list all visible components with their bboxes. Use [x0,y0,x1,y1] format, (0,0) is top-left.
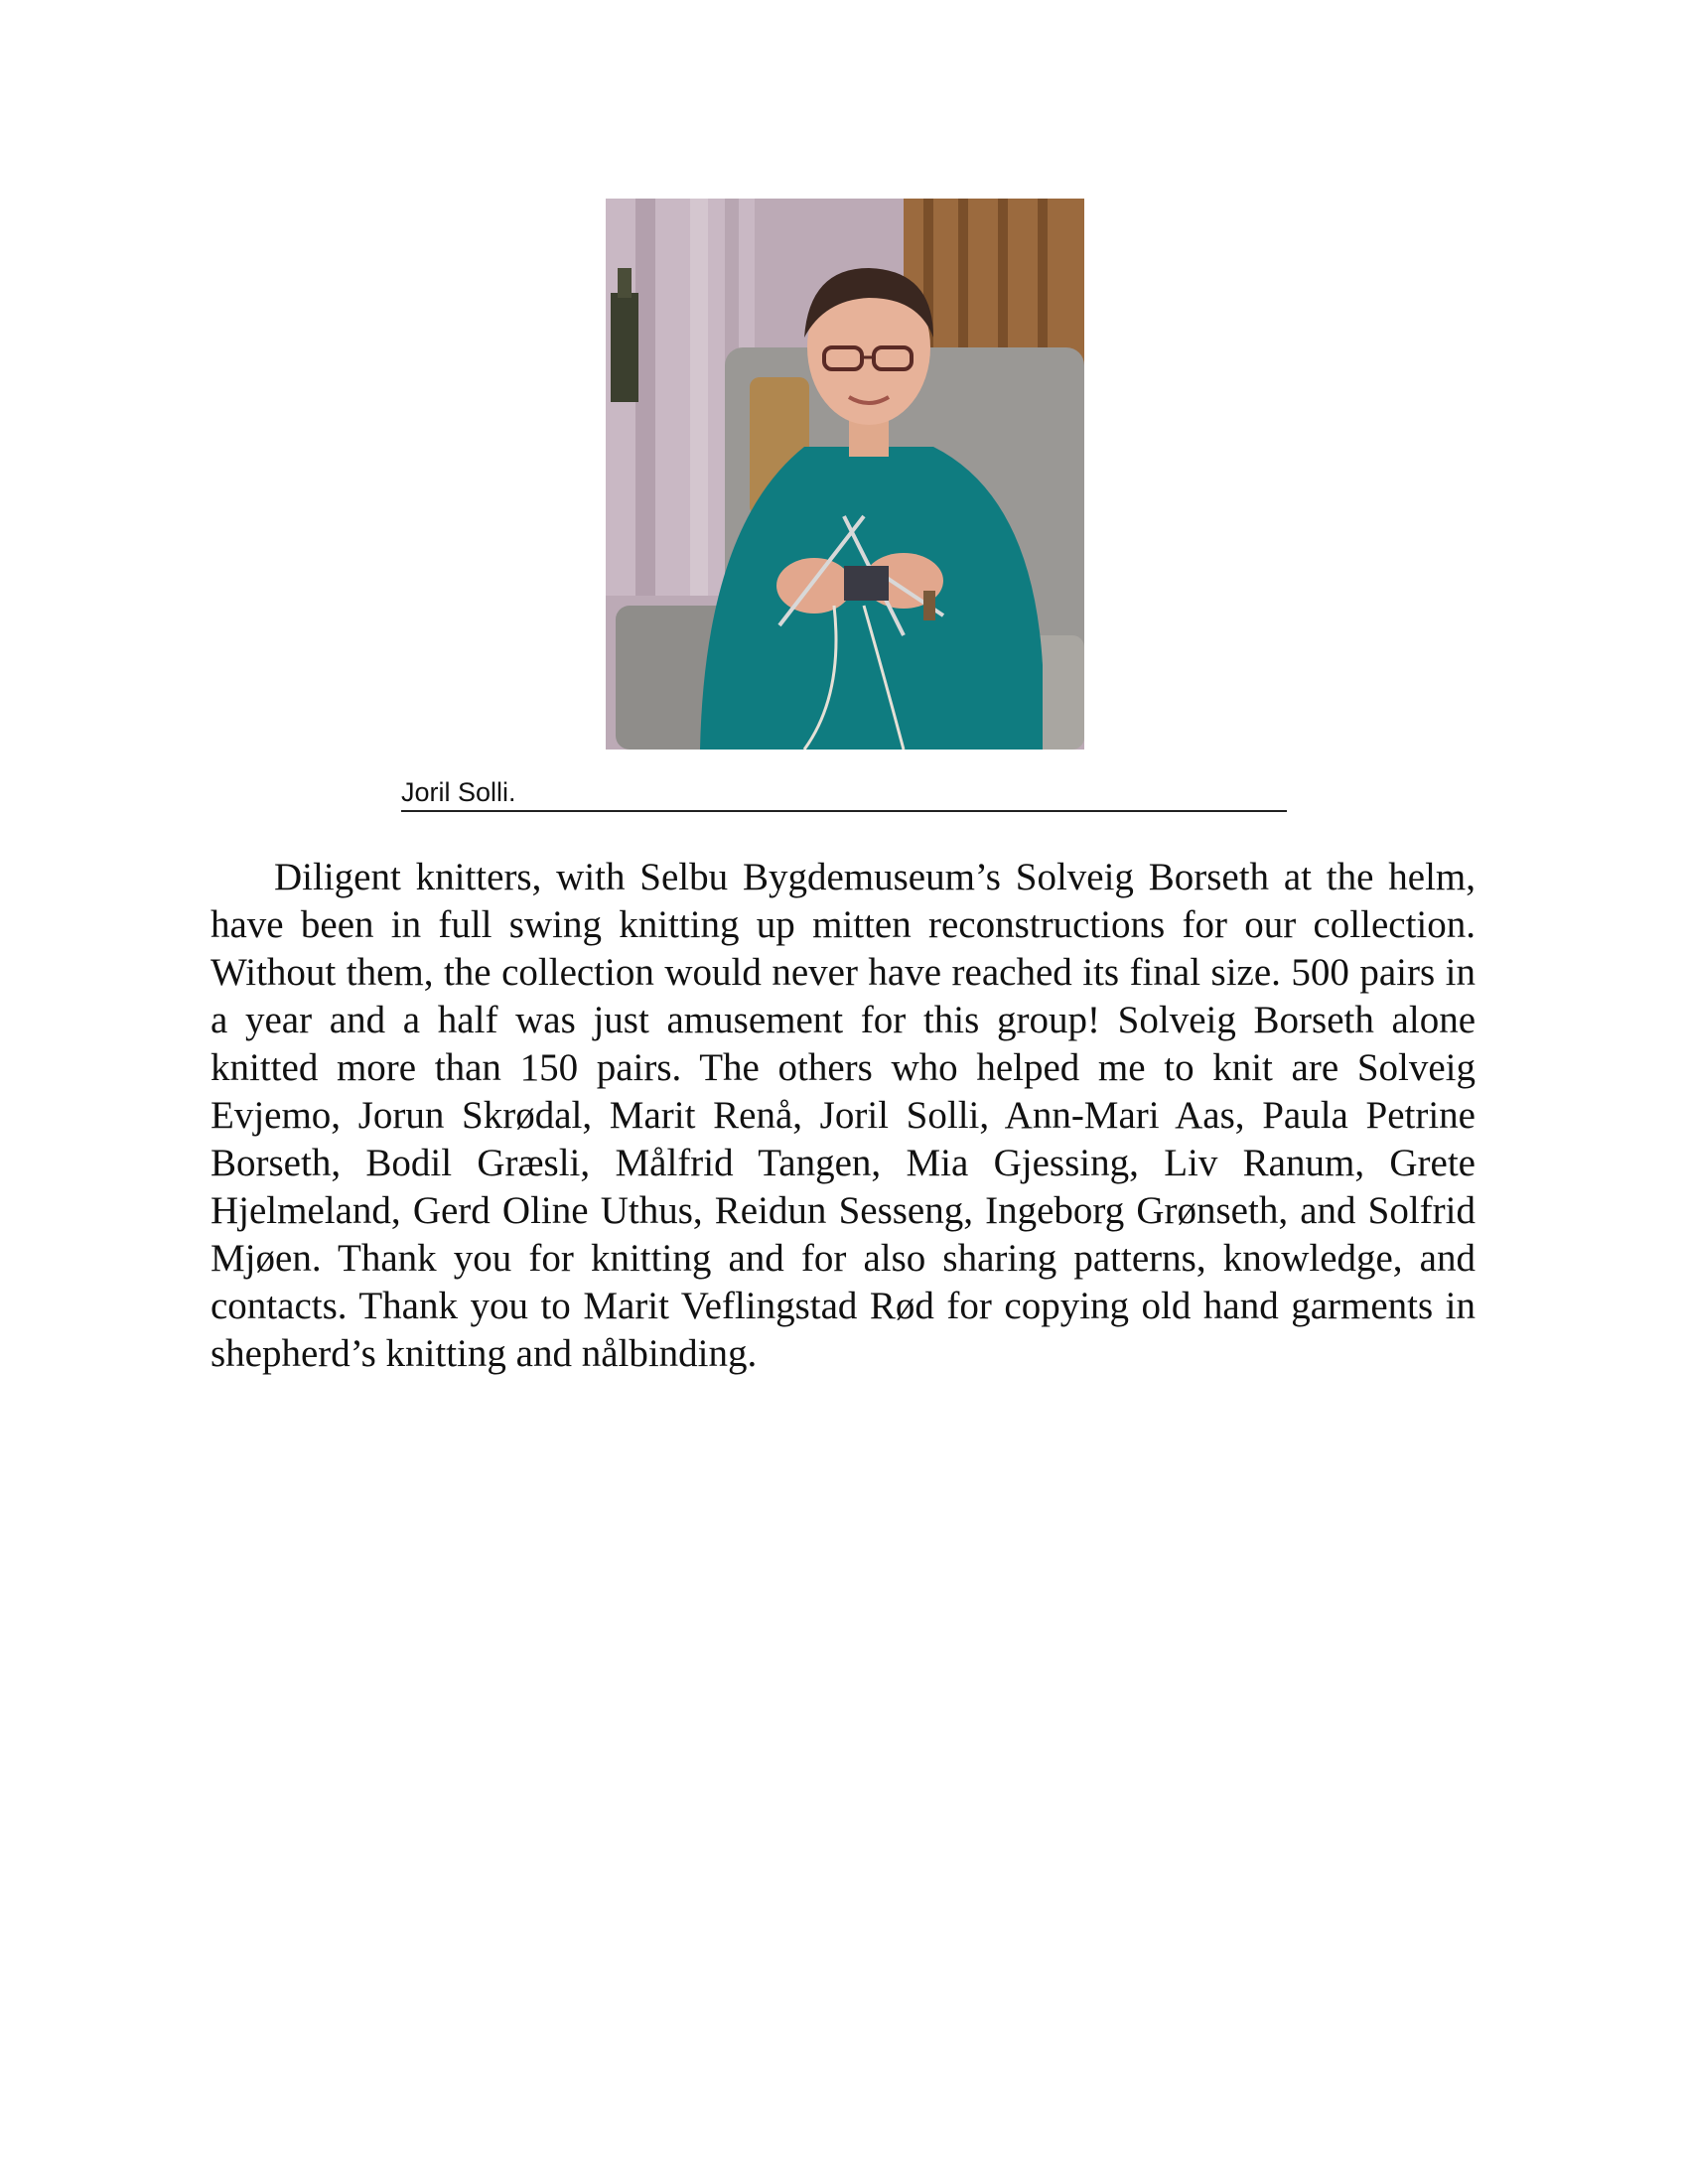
portrait-photo-woman-knitting-icon [606,199,1084,750]
photo-caption: Joril Solli. [401,776,1287,812]
portrait-photo [606,199,1084,750]
body-paragraph: Diligent knitters, with Selbu Bygdemuseum’s Solveig Borseth at the helm, have been in full swing knitting up mitten reconstructions for our collection. Without them, the collection would never have reached its final size. 500 pairs in a year and a half was just amusement for this group! Solveig Borseth alone knitted more than 150 pairs. The others who helped me to knit are Solveig Evjemo, Jorun Skrødal, Marit Renå, Joril Solli, Ann-Mari Aas, Paula Petrine Borseth, Bodil Græsli, Målfrid Tangen, Mia Gjessing, Liv Ranum, Grete Hjelmeland, Gerd Oline Uthus, Reidun Sesseng, Ingeborg Grønseth, and Solfrid Mjøen. Thank you for knitting and for also sharing patterns, knowledge, and contacts. Thank you to Marit Veflingstad Rød for copying old hand garments in shepherd’s knitting and nålbinding. [211,856,1476,1375]
